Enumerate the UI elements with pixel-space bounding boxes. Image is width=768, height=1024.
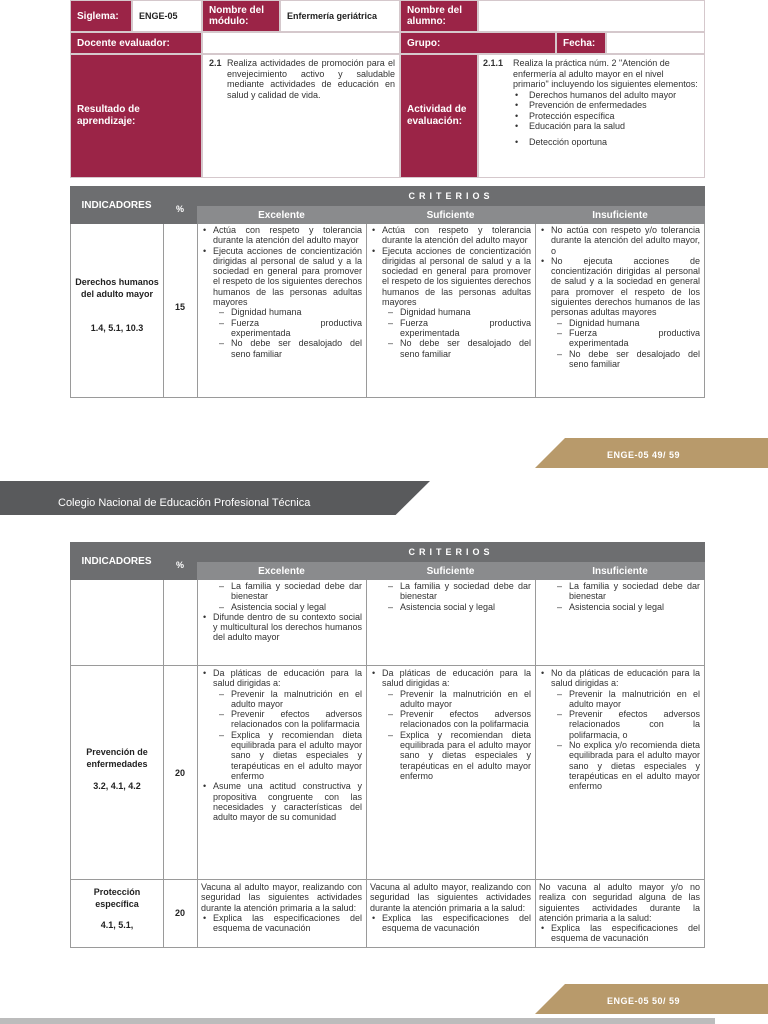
- row-label-proteccion: Protección específica: [93, 887, 141, 909]
- criteria-item: • No ejecuta acciones de concientización dirigidas al personal de salud y a la sociedad en general para promover el respeto de los siguientes derechos humanos de las personas adultas mayores: [539, 256, 700, 318]
- fecha-label: Fecha:: [556, 32, 606, 54]
- criteria-subitem: – Dignidad humana: [539, 318, 700, 328]
- criteria-insuficiente-proteccion: [539, 882, 700, 946]
- sigla-value: ENGE-05: [132, 0, 202, 32]
- criteria-subitem: – No explica y/o recomienda dieta equilibrada para el adulto mayor sano y dietas especiales y terapéuticas en el adulto mayor enfermo: [539, 740, 700, 791]
- row-refs-prevencion: 3.2, 4.1, 4.2: [93, 781, 141, 791]
- criteria-item: • Da pláticas de educación para la salud dirigidas a:: [370, 668, 531, 689]
- criteria-item: • Actúa con respeto y tolerancia durante la atención del adulto mayor: [201, 225, 362, 246]
- criteria-subitem: – Prevenir efectos adversos relacionados con la polifarmacia, o: [539, 709, 700, 740]
- grupo-label: Grupo:: [400, 32, 556, 54]
- fecha-field[interactable]: [606, 32, 705, 54]
- row-label-derechos: Derechos humanos del adulto mayor: [75, 277, 159, 299]
- row-pct-derechos: 15: [174, 302, 185, 312]
- pct-header: %: [163, 542, 197, 580]
- modulo-value: Enfermería geriátrica: [280, 0, 400, 32]
- actividad-num: 2.1.1: [483, 58, 504, 68]
- insuficiente-header: Insuficiente: [535, 562, 705, 580]
- criteria-subitem: – Prevenir efectos adversos relacionados con la polifarmacia: [370, 709, 531, 730]
- criteria-insuficiente-prevencion: [539, 668, 700, 878]
- modulo-label: Nombre del módulo:: [202, 0, 280, 32]
- criteria-subitem: – La familia y sociedad debe dar bienestar: [201, 581, 362, 602]
- actividad-text: Realiza la práctica núm. 2 "Atención de enfermería al adulto mayor en el nivel primario" incluyendo los siguientes elementos:: [513, 58, 698, 89]
- criteria-insuficiente-derechos: [539, 225, 700, 397]
- criteria-item: • No da pláticas de educación para la salud dirigidas a:: [539, 668, 700, 689]
- resultado-num: 2.1: [209, 58, 222, 68]
- resultado-label: Resultado de aprendizaje:: [70, 54, 202, 178]
- actividad-item: • Prevención de enfermedades: [515, 100, 647, 110]
- criteria-item: Vacuna al adulto mayor, realizando con seguridad las siguientes actividades durante la atención primaria a la salud:: [201, 882, 362, 913]
- insuficiente-header: Insuficiente: [535, 206, 705, 224]
- criteria-item: • Explica las especificaciones del esquema de vacunación: [201, 913, 362, 934]
- row-refs-derechos: 1.4, 5.1, 10.3: [90, 323, 144, 333]
- criteria-subitem: – Prevenir la malnutrición en el adulto mayor: [539, 689, 700, 710]
- criteria-suficiente-prevencion: [370, 668, 531, 878]
- alumno-label: Nombre del alumno:: [400, 0, 478, 32]
- criteria-subitem: – Fuerza productiva experimentada: [201, 318, 362, 339]
- criteria-excelente-derechos-cont: [201, 581, 362, 663]
- criteria-subitem: – Asistencia social y legal: [370, 602, 531, 612]
- criteria-item: • Difunde dentro de su contexto social y multicultural los derechos humanos del adulto mayor: [201, 612, 362, 643]
- criteria-subitem: – Dignidad humana: [370, 307, 531, 317]
- criterios-header: CRITERIOS: [197, 186, 705, 206]
- criteria-subitem: – Explica y recomiendan dieta equilibrada para el adulto mayor sano y dietas especiales y terapéuticas en el adulto mayor enfermo: [201, 730, 362, 781]
- row-refs-proteccion: 4.1, 5.1,: [100, 920, 134, 930]
- pct-header: %: [163, 186, 197, 224]
- criteria-suficiente-proteccion: [370, 882, 531, 946]
- criteria-subitem: – Prevenir efectos adversos relacionados con la polifarmacia: [201, 709, 362, 730]
- actividad-item: • Derechos humanos del adulto mayor: [515, 89, 677, 100]
- criteria-subitem: – Asistencia social y legal: [201, 602, 362, 612]
- criteria-item: • Da pláticas de educación para la salud dirigidas a:: [201, 668, 362, 689]
- criteria-item: • Explica las especificaciones del esquema de vacunación: [539, 923, 700, 944]
- suficiente-header: Suficiente: [366, 206, 535, 224]
- excelente-header: Excelente: [197, 562, 366, 580]
- criteria-excelente-derechos: [201, 225, 362, 397]
- criteria-item: • Ejecuta acciones de concientización dirigidas al personal de salud y a la sociedad en general para promover el respeto de los siguientes derechos humanos de las personas adultas mayores: [370, 246, 531, 308]
- row-pct-proteccion: 20: [174, 908, 185, 918]
- excelente-header: Excelente: [197, 206, 366, 224]
- criteria-excelente-prevencion: [201, 668, 362, 878]
- alumno-field[interactable]: [478, 0, 705, 32]
- criteria-subitem: – La familia y sociedad debe dar bienestar: [539, 581, 700, 602]
- docente-label: Docente evaluador:: [70, 32, 202, 54]
- criteria-insuficiente-derechos-cont: [539, 581, 700, 663]
- suficiente-header: Suficiente: [366, 562, 535, 580]
- row-pct-prevencion: 20: [174, 768, 185, 778]
- actividad-item: • Detección oportuna: [515, 136, 608, 147]
- criteria-subitem: – Asistencia social y legal: [539, 602, 700, 612]
- rubric-table-page1: [70, 186, 705, 398]
- rubric-table-page2: [70, 542, 705, 948]
- page-number-49: ENGE-05 49/ 59: [607, 450, 681, 460]
- resultado-cell: [202, 54, 400, 178]
- resultado-text: Realiza actividades de promoción para el envejecimiento activo y saludable mediante actividades de educación en salud y calidad de vida.: [227, 58, 395, 100]
- criteria-item: • No actúa con respeto y/o tolerancia durante la atención del adulto mayor, o: [539, 225, 700, 256]
- criteria-subitem: – Fuerza productiva experimentada: [370, 318, 531, 339]
- actividad-item: • Protección específica: [515, 110, 615, 121]
- criteria-item: • Ejecuta acciones de concientización dirigidas al personal de salud y a la sociedad en general para promover el respeto de los siguientes derechos humanos de las personas adultas mayores: [201, 246, 362, 308]
- criteria-subitem: – Prevenir la malnutrición en el adulto mayor: [201, 689, 362, 710]
- criterios-header: CRITERIOS: [197, 542, 705, 562]
- criteria-subitem: – No debe ser desalojado del seno familiar: [370, 338, 531, 359]
- criteria-subitem: – Fuerza productiva experimentada: [539, 328, 700, 349]
- criteria-subitem: – Explica y recomiendan dieta equilibrada para el adulto mayor sano y dietas especiales y terapéuticas en el adulto mayor enfermo: [370, 730, 531, 781]
- criteria-suficiente-derechos-cont: [370, 581, 531, 663]
- criteria-subitem: – No debe ser desalojado del seno familiar: [539, 349, 700, 370]
- row-label-prevencion: Prevención de enfermedades: [86, 747, 148, 769]
- indicadores-header: INDICADORES: [70, 186, 163, 224]
- page-edge-strip: [0, 1018, 715, 1024]
- institution-name: Colegio Nacional de Educación Profesional Técnica: [58, 497, 311, 509]
- criteria-item: • Explica las especificaciones del esquema de vacunación: [370, 913, 531, 934]
- actividad-label: Actividad de evaluación:: [400, 54, 478, 178]
- criteria-item: • Asume una actitud constructiva y propositiva congruente con las necesidades y características del adulto mayor de su comunidad: [201, 781, 362, 822]
- actividad-item: • Educación para la salud: [515, 121, 626, 131]
- criteria-subitem: – No debe ser desalojado del seno familiar: [201, 338, 362, 359]
- docente-field[interactable]: [202, 32, 400, 54]
- sigla-label: Siglema:: [70, 0, 132, 32]
- actividad-cell: [478, 54, 705, 178]
- criteria-subitem: – Prevenir la malnutrición en el adulto mayor: [370, 689, 531, 710]
- criteria-excelente-proteccion: [201, 882, 362, 946]
- criteria-item: No vacuna al adulto mayor y/o no realiza con seguridad alguna de las siguientes actividades durante la atención primaria a la salud:: [539, 882, 700, 923]
- actividad-list: [513, 90, 700, 148]
- criteria-item: Vacuna al adulto mayor, realizando con seguridad las siguientes actividades durante la atención primaria a la salud:: [370, 882, 531, 913]
- criteria-subitem: – La familia y sociedad debe dar bienestar: [370, 581, 531, 602]
- criteria-item: • Actúa con respeto y tolerancia durante la atención del adulto mayor: [370, 225, 531, 246]
- page-number-50: ENGE-05 50/ 59: [607, 996, 681, 1006]
- indicadores-header: INDICADORES: [70, 542, 163, 580]
- criteria-subitem: – Dignidad humana: [201, 307, 362, 317]
- criteria-suficiente-derechos: [370, 225, 531, 397]
